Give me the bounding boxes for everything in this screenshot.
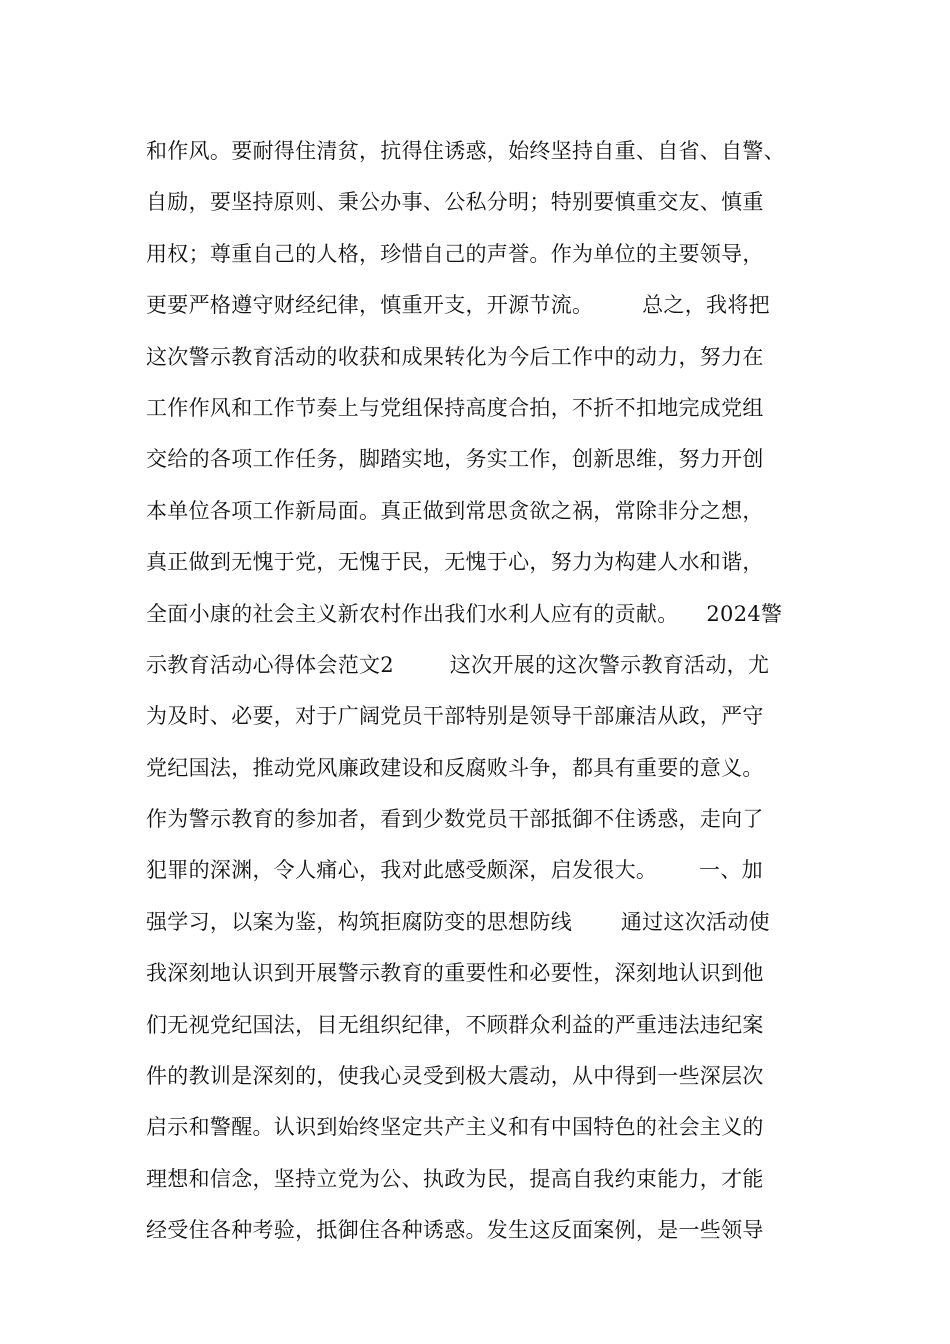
text-line: 和作风。要耐得住清贫，抗得住诱惑，始终坚持自重、自省、自警、 [146, 139, 785, 163]
text-line: 真正做到无愧于党，无愧于民，无愧于心，努力为构建人水和谐， [146, 550, 764, 575]
text-line: 为及时、必要，对于广阔党员干部特别是领导干部廉洁从政，严守 [146, 704, 764, 729]
text-line: 交给的各项工作任务，脚踏实地，务实工作，创新思维，努力开创 [146, 447, 764, 472]
text-line: 强学习，以案为鉴，构筑拒腐防变的思想防线 通过这次活动使 [146, 909, 770, 934]
text-line: 启示和警醒。认识到始终坚定共产主义和有中国特色的社会主义的 [146, 1115, 764, 1140]
text-line: 们无视党纪国法，目无组织纪律，不顾群众利益的严重违法违纪案 [146, 1012, 764, 1037]
text-line: 工作作风和工作节奏上与党组保持高度合拍，不折不扣地完成党组 [146, 395, 764, 420]
text-line: 件的教训是深刻的，使我心灵受到极大震动，从中得到一些深层次 [146, 1064, 764, 1089]
text-line: 更要严格遵守财经纪律，慎重开支，开源节流。 总之，我将把 [146, 293, 770, 318]
text-line: 示教育活动心得体会范文2 这次开展的这次警示教育活动，尤 [146, 652, 770, 677]
text-line: 自励，要坚持原则、秉公办事、公私分明；特别要慎重交友、慎重 [146, 190, 764, 215]
body-text [146, 126, 846, 1257]
text-line: 经受住各种考验，抵御住各种诱惑。发生这反面案例，是一些领导 [146, 1218, 764, 1243]
text-line: 作为警示教育的参加者，看到少数党员干部抵御不住诱惑，走向了 [146, 807, 764, 832]
text-line: 犯罪的深渊，令人痛心，我对此感受颇深，启发很大。 一、加 [146, 858, 763, 883]
text-line: 用权；尊重自己的人格，珍惜自己的声誉。作为单位的主要领导， [146, 241, 764, 266]
text-line: 我深刻地认识到开展警示教育的重要性和必要性，深刻地认识到他 [146, 961, 764, 986]
text-line: 本单位各项工作新局面。真正做到常思贪欲之祸，常除非分之想， [146, 498, 764, 523]
text-line: 全面小康的社会主义新农村作出我们水利人应有的贡献。 2024警 [146, 601, 783, 626]
text-line: 党纪国法，推动党风廉政建设和反腐败斗争，都具有重要的意义。 [146, 755, 764, 780]
text-line: 理想和信念，坚持立党为公、执政为民，提高自我约束能力，才能 [146, 1166, 764, 1191]
text-line: 这次警示教育活动的收获和成果转化为今后工作中的动力，努力在 [146, 344, 764, 369]
